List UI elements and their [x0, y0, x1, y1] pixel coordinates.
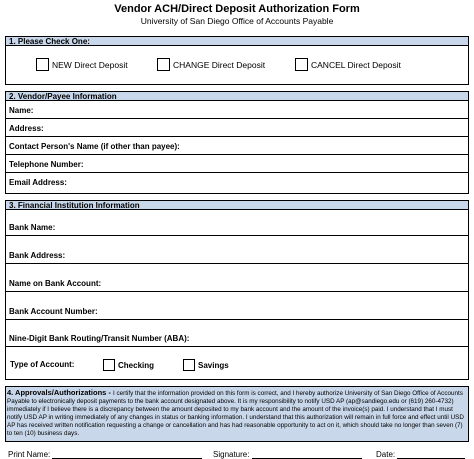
- date-line[interactable]: [397, 450, 465, 459]
- account-type-checking[interactable]: [103, 359, 154, 371]
- option-label: NEW Direct Deposit: [52, 59, 128, 70]
- section-4-heading: 4. Approvals/Authorizations: [7, 388, 107, 397]
- option-label: CANCEL Direct Deposit: [311, 59, 401, 70]
- print-name-line[interactable]: [52, 450, 202, 459]
- field-contact-person[interactable]: Contact Person's Name (if other than payee):: [5, 138, 469, 155]
- form-title: Vendor ACH/Direct Deposit Authorization Form: [114, 3, 360, 15]
- new-checkbox[interactable]: [36, 58, 49, 71]
- account-type-option: Checking: [118, 360, 155, 370]
- option-new-direct-deposit[interactable]: [36, 58, 128, 71]
- field-account-number[interactable]: [5, 292, 469, 320]
- field-name[interactable]: Name:: [5, 102, 469, 119]
- account-type-savings[interactable]: [183, 359, 229, 371]
- cancel-checkbox[interactable]: [295, 58, 308, 71]
- field-label: Bank Address:: [9, 251, 66, 260]
- field-bank-address[interactable]: [5, 236, 469, 264]
- field-address[interactable]: Address:: [5, 120, 469, 137]
- field-routing-number[interactable]: [5, 320, 469, 347]
- form-subtitle: University of San Diego Office of Accounts Payable: [140, 16, 334, 26]
- field-email[interactable]: Email Address:: [9, 178, 67, 187]
- account-type-option: Savings: [198, 360, 229, 370]
- field-label: Nine-Digit Bank Routing/Transit Number (ABA):: [9, 334, 190, 343]
- print-name-field[interactable]: [8, 450, 202, 459]
- signature-field[interactable]: [213, 450, 362, 459]
- date-label: Date:: [376, 450, 396, 459]
- section-3-heading: 3. Financial Institution Information: [5, 200, 469, 210]
- field-telephone[interactable]: Telephone Number:: [5, 156, 469, 173]
- date-field[interactable]: [376, 450, 465, 459]
- checking-checkbox[interactable]: [103, 359, 115, 371]
- signature-label: Signature:: [213, 450, 250, 459]
- section-1-heading: 1. Please Check One:: [5, 36, 469, 46]
- approvals-body: I certify that the information provided on this form is correct, and I hereby authorize University of San Diego Office of Accounts Payable to electronically deposit payments to the bank account designated above. It is my responsibility to notify USD AP (ap@sandiego.edu or (619) 260-4732) immediately if I believe there is a discrepancy between the amount deposited to my bank account and the amount of the invoice(s) paid. I understand that I must notify USD AP in writing immediately of any changes in status or banking information. I understand that this authorization will remain in full force and effect until USD AP has received written notification requesting a change or cancellation and has had reasonable opportunity to act on it, which should take no longer than seven (7) to ten (10) business days.: [7, 390, 464, 437]
- field-name-on-account[interactable]: [5, 264, 469, 292]
- print-name-label: Print Name:: [8, 450, 51, 459]
- option-cancel-direct-deposit[interactable]: [295, 58, 401, 71]
- approvals-text: 4. Approvals/Authorizations - I certify that the information provided on this form is correct, and I hereby authorize University of San Diego Office of Accounts Payable to electronically deposit payments to the bank account designated above. It is my responsibility to notify USD AP (ap@sandiego.edu or (619) 260-4732) immediately if I believe there is a discrepancy between the amount deposited to my bank account and the amount of the invoice(s) paid. I understand that I must notify USD AP in writing immediately of any changes in status or banking information. I understand that this authorization will remain in full force and effect until USD AP has received written notification requesting a change or cancellation and has had reasonable opportunity to act on it, which should take no longer than seven (7) to ten (10) business days.: [7, 388, 464, 437]
- option-change-direct-deposit[interactable]: [157, 58, 265, 71]
- change-checkbox[interactable]: [157, 58, 170, 71]
- option-label: CHANGE Direct Deposit: [173, 59, 266, 70]
- section-2-heading: 2. Vendor/Payee Information: [5, 91, 469, 101]
- account-type-label: Type of Account:: [10, 360, 75, 369]
- field-label: Bank Account Number:: [9, 307, 98, 316]
- field-label: Bank Name:: [9, 223, 56, 232]
- field-bank-name[interactable]: [5, 209, 469, 236]
- savings-checkbox[interactable]: [183, 359, 195, 371]
- field-label: Name on Bank Account:: [9, 279, 102, 288]
- signature-line[interactable]: [252, 450, 362, 459]
